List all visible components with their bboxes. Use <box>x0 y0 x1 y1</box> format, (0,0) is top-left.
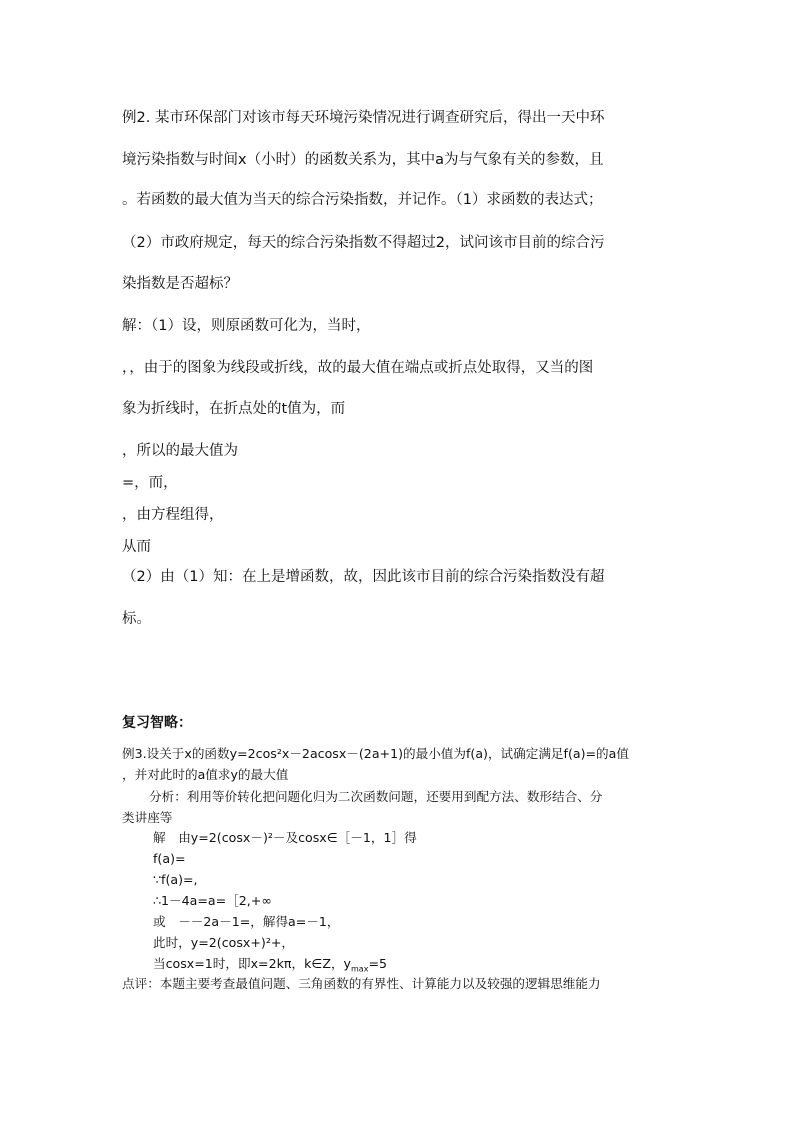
solution-line-2: ，，由于的图象为线段或折线，故的最大值在端点或折点处取得，又当的图 <box>122 360 594 376</box>
example3-solution-2: f(a)= <box>153 851 186 866</box>
example2-line-5: 染指数是否超标？ <box>122 276 238 292</box>
solution-line-7: 从而 <box>122 539 151 555</box>
example2-line-4: （2）市政府规定，每天的综合污染指数不得超过2，试问该市目前的综合污 <box>122 235 605 251</box>
solution-line-8: （2）由（1）知：在上是增函数，故，因此该市目前的综合污染指数没有超 <box>122 569 605 585</box>
max-subscript: max <box>351 964 369 974</box>
example3-solution-3: ∵f(a)=, <box>153 872 198 887</box>
example3-question-1: 例3.设关于x的函数y=2cos²x－2acosx－(2a+1)的最小值为f(a)，试确定满足f(a)=的a值 <box>122 746 629 761</box>
solution-line-6: ，由方程组得， <box>122 507 224 523</box>
example3-analysis-1: 分析：利用等价转化把问题化归为二次函数问题，还要用到配方法、数形结合、分 <box>149 789 603 804</box>
example3-solution-1: 解 由y=2(cosx－)²－及cosx∈［－1，1］得 <box>153 830 417 845</box>
solution-7-text: 当cosx=1时，即x=2kπ，k∈Z，y <box>153 956 352 971</box>
solution-line-4: ，所以的最大值为 <box>122 443 238 459</box>
example2-line-3: 。若函数的最大值为当天的综合污染指数，并记作。（1）求函数的表达式； <box>122 192 603 208</box>
example3-analysis-2: 类讲座等 <box>122 810 173 825</box>
example3-solution-4: ∴1－4a=a=［2,+∞ <box>153 893 272 908</box>
example3-comment: 点评：本题主要考查最值问题、三角函数的有界性、计算能力以及较强的逻辑思维能力 <box>122 976 601 991</box>
review-heading: 复习智略： <box>122 715 192 731</box>
example3-solution-6: 此时，y=2(cosx+)²+， <box>153 935 295 950</box>
example2-line-1: 例2. 某市环保部门对该市每天环境污染情况进行调查研究后，得出一天中环 <box>122 110 605 126</box>
example3-question-2: ，并对此时的a值求y的最大值 <box>122 767 289 782</box>
solution-line-5: =，而， <box>122 475 178 491</box>
solution-7-end: =5 <box>368 956 388 971</box>
solution-line-1: 解：（1）设，则原函数可化为，当时， <box>122 318 371 334</box>
solution-line-3: 象为折线时，在折点处的t值为，而 <box>122 401 346 417</box>
example3-solution-5: 或 －－2a－1=，解得a=－1， <box>153 914 340 929</box>
example2-line-2: 境污染指数与时间x（小时）的函数关系为，其中a为与气象有关的参数，且 <box>122 152 604 168</box>
solution-line-9: 标。 <box>122 611 151 627</box>
